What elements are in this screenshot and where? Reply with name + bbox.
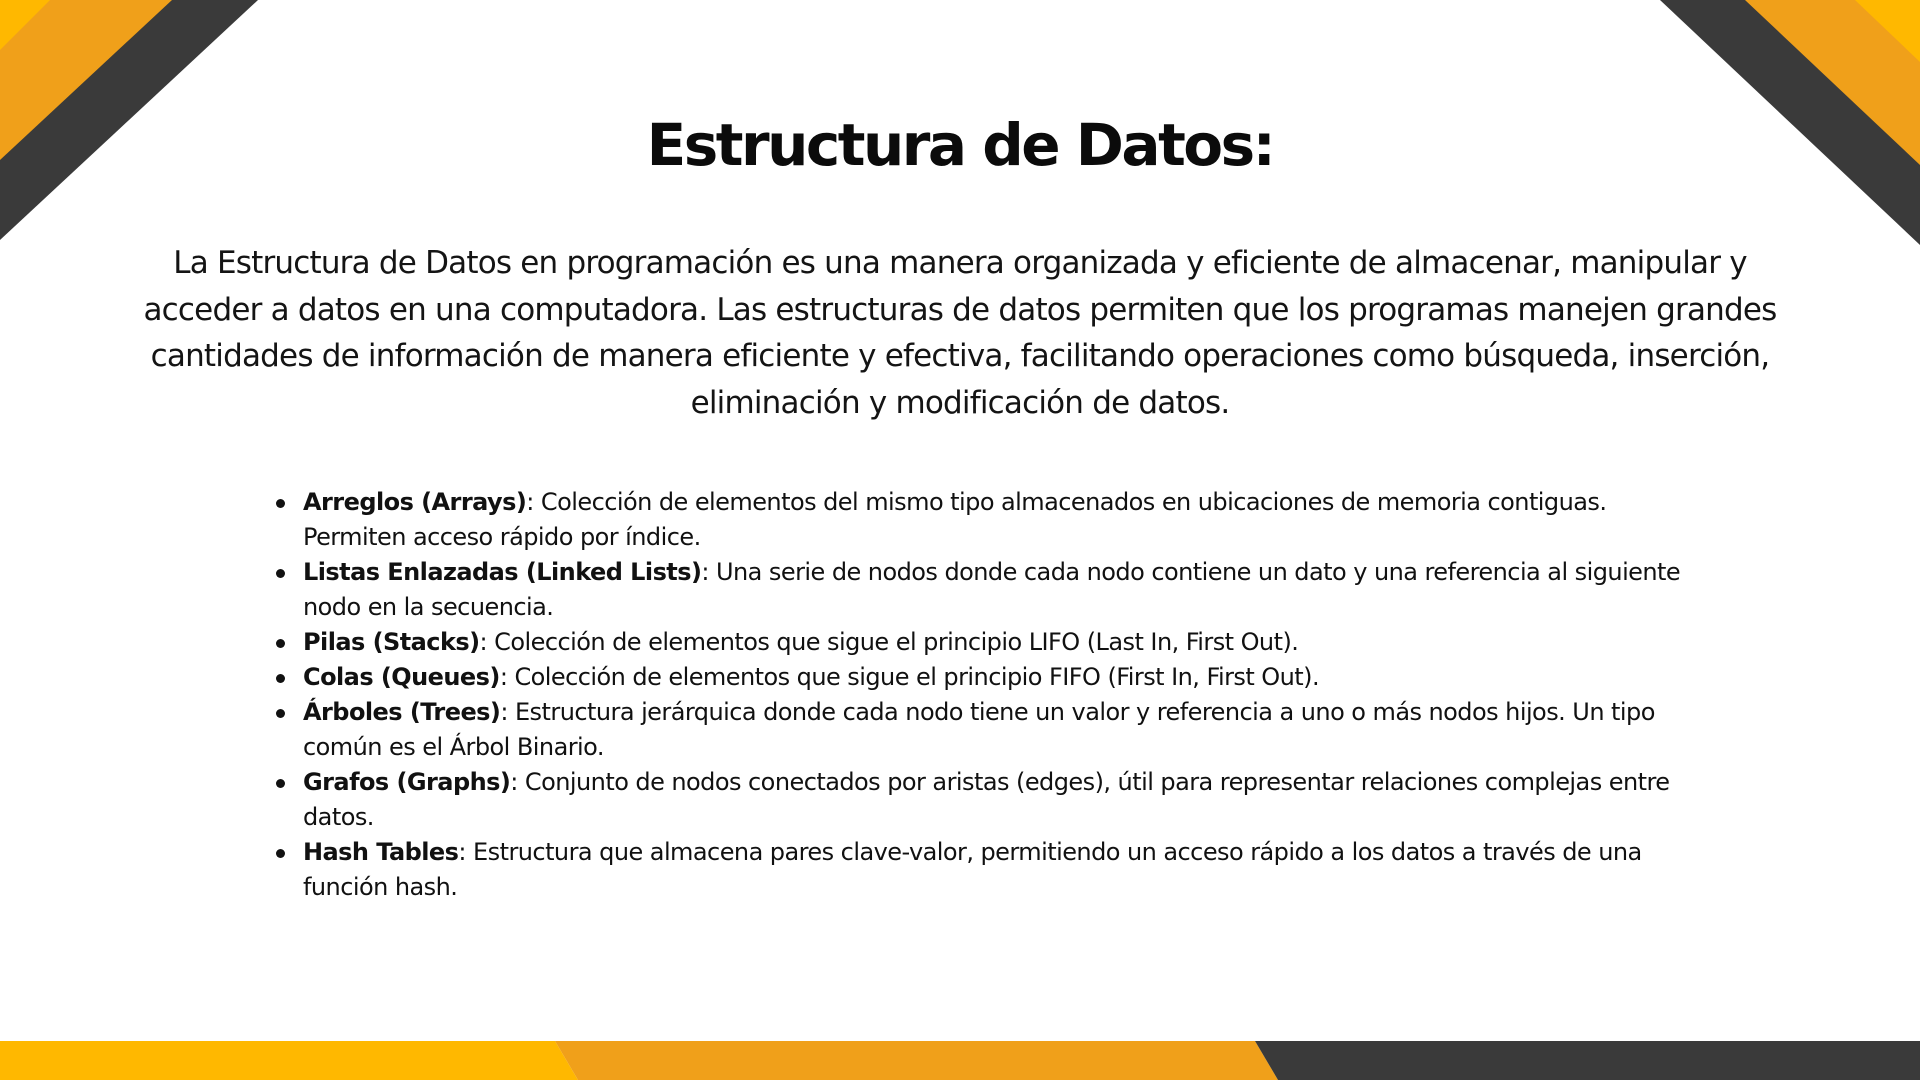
data-structures-list [272,485,1682,905]
list-item-hash-tables [272,835,1682,905]
list-item-trees [272,695,1682,765]
item-term: Hash Tables [303,838,459,866]
item-description: : Colección de elementos que sigue el principio LIFO (Last In, First Out). [479,628,1299,656]
item-description: : Conjunto de nodos conectados por aristas (edges), útil para representar relaciones complejas entre datos. [303,768,1670,831]
item-description: : Colección de elementos que sigue el principio FIFO (First In, First Out). [499,663,1320,691]
list-item-stacks [272,625,1682,660]
bottom-dark-band [1255,1041,1920,1080]
list-item-queues [272,660,1682,695]
item-description: : Estructura jerárquica donde cada nodo tiene un valor y referencia a uno o más nodos hijos. Un tipo común es el Árbol Binario. [303,698,1655,761]
list-item-arrays [272,485,1682,555]
item-term: Pilas (Stacks) [303,628,480,656]
item-term: Listas Enlazadas (Linked Lists) [303,558,702,586]
list-item-graphs [272,765,1682,835]
item-description: : Estructura que almacena pares clave-valor, permitiendo un acceso rápido a los datos a través de una función hash. [303,838,1642,901]
list-item-linked-lists [272,555,1682,625]
item-term: Arreglos (Arrays) [303,488,527,516]
item-term: Colas (Queues) [303,663,500,691]
item-term: Grafos (Graphs) [303,768,511,796]
item-term: Árboles (Trees) [303,698,501,726]
item-description: : Una serie de nodos donde cada nodo contiene un dato y una referencia al siguiente nodo en la secuencia. [303,558,1681,621]
item-description: : Colección de elementos del mismo tipo almacenados en ubicaciones de memoria contiguas. Permiten acceso rápido por índice. [303,488,1607,551]
bottom-yellow-band [0,1041,578,1080]
slide-title: Estructura de Datos: [646,111,1274,179]
intro-paragraph: La Estructura de Datos en programación es una manera organizada y eficiente de almacenar, manipular y acceder a datos en una computadora. Las estructuras de datos permiten que los programas manejen grandes cantidades de información de manera eficiente y efectiva, facilitando operaciones como búsqueda, inserción, eliminación y modificación de datos. [143,245,1777,421]
bottom-orange-band [555,1041,1278,1080]
